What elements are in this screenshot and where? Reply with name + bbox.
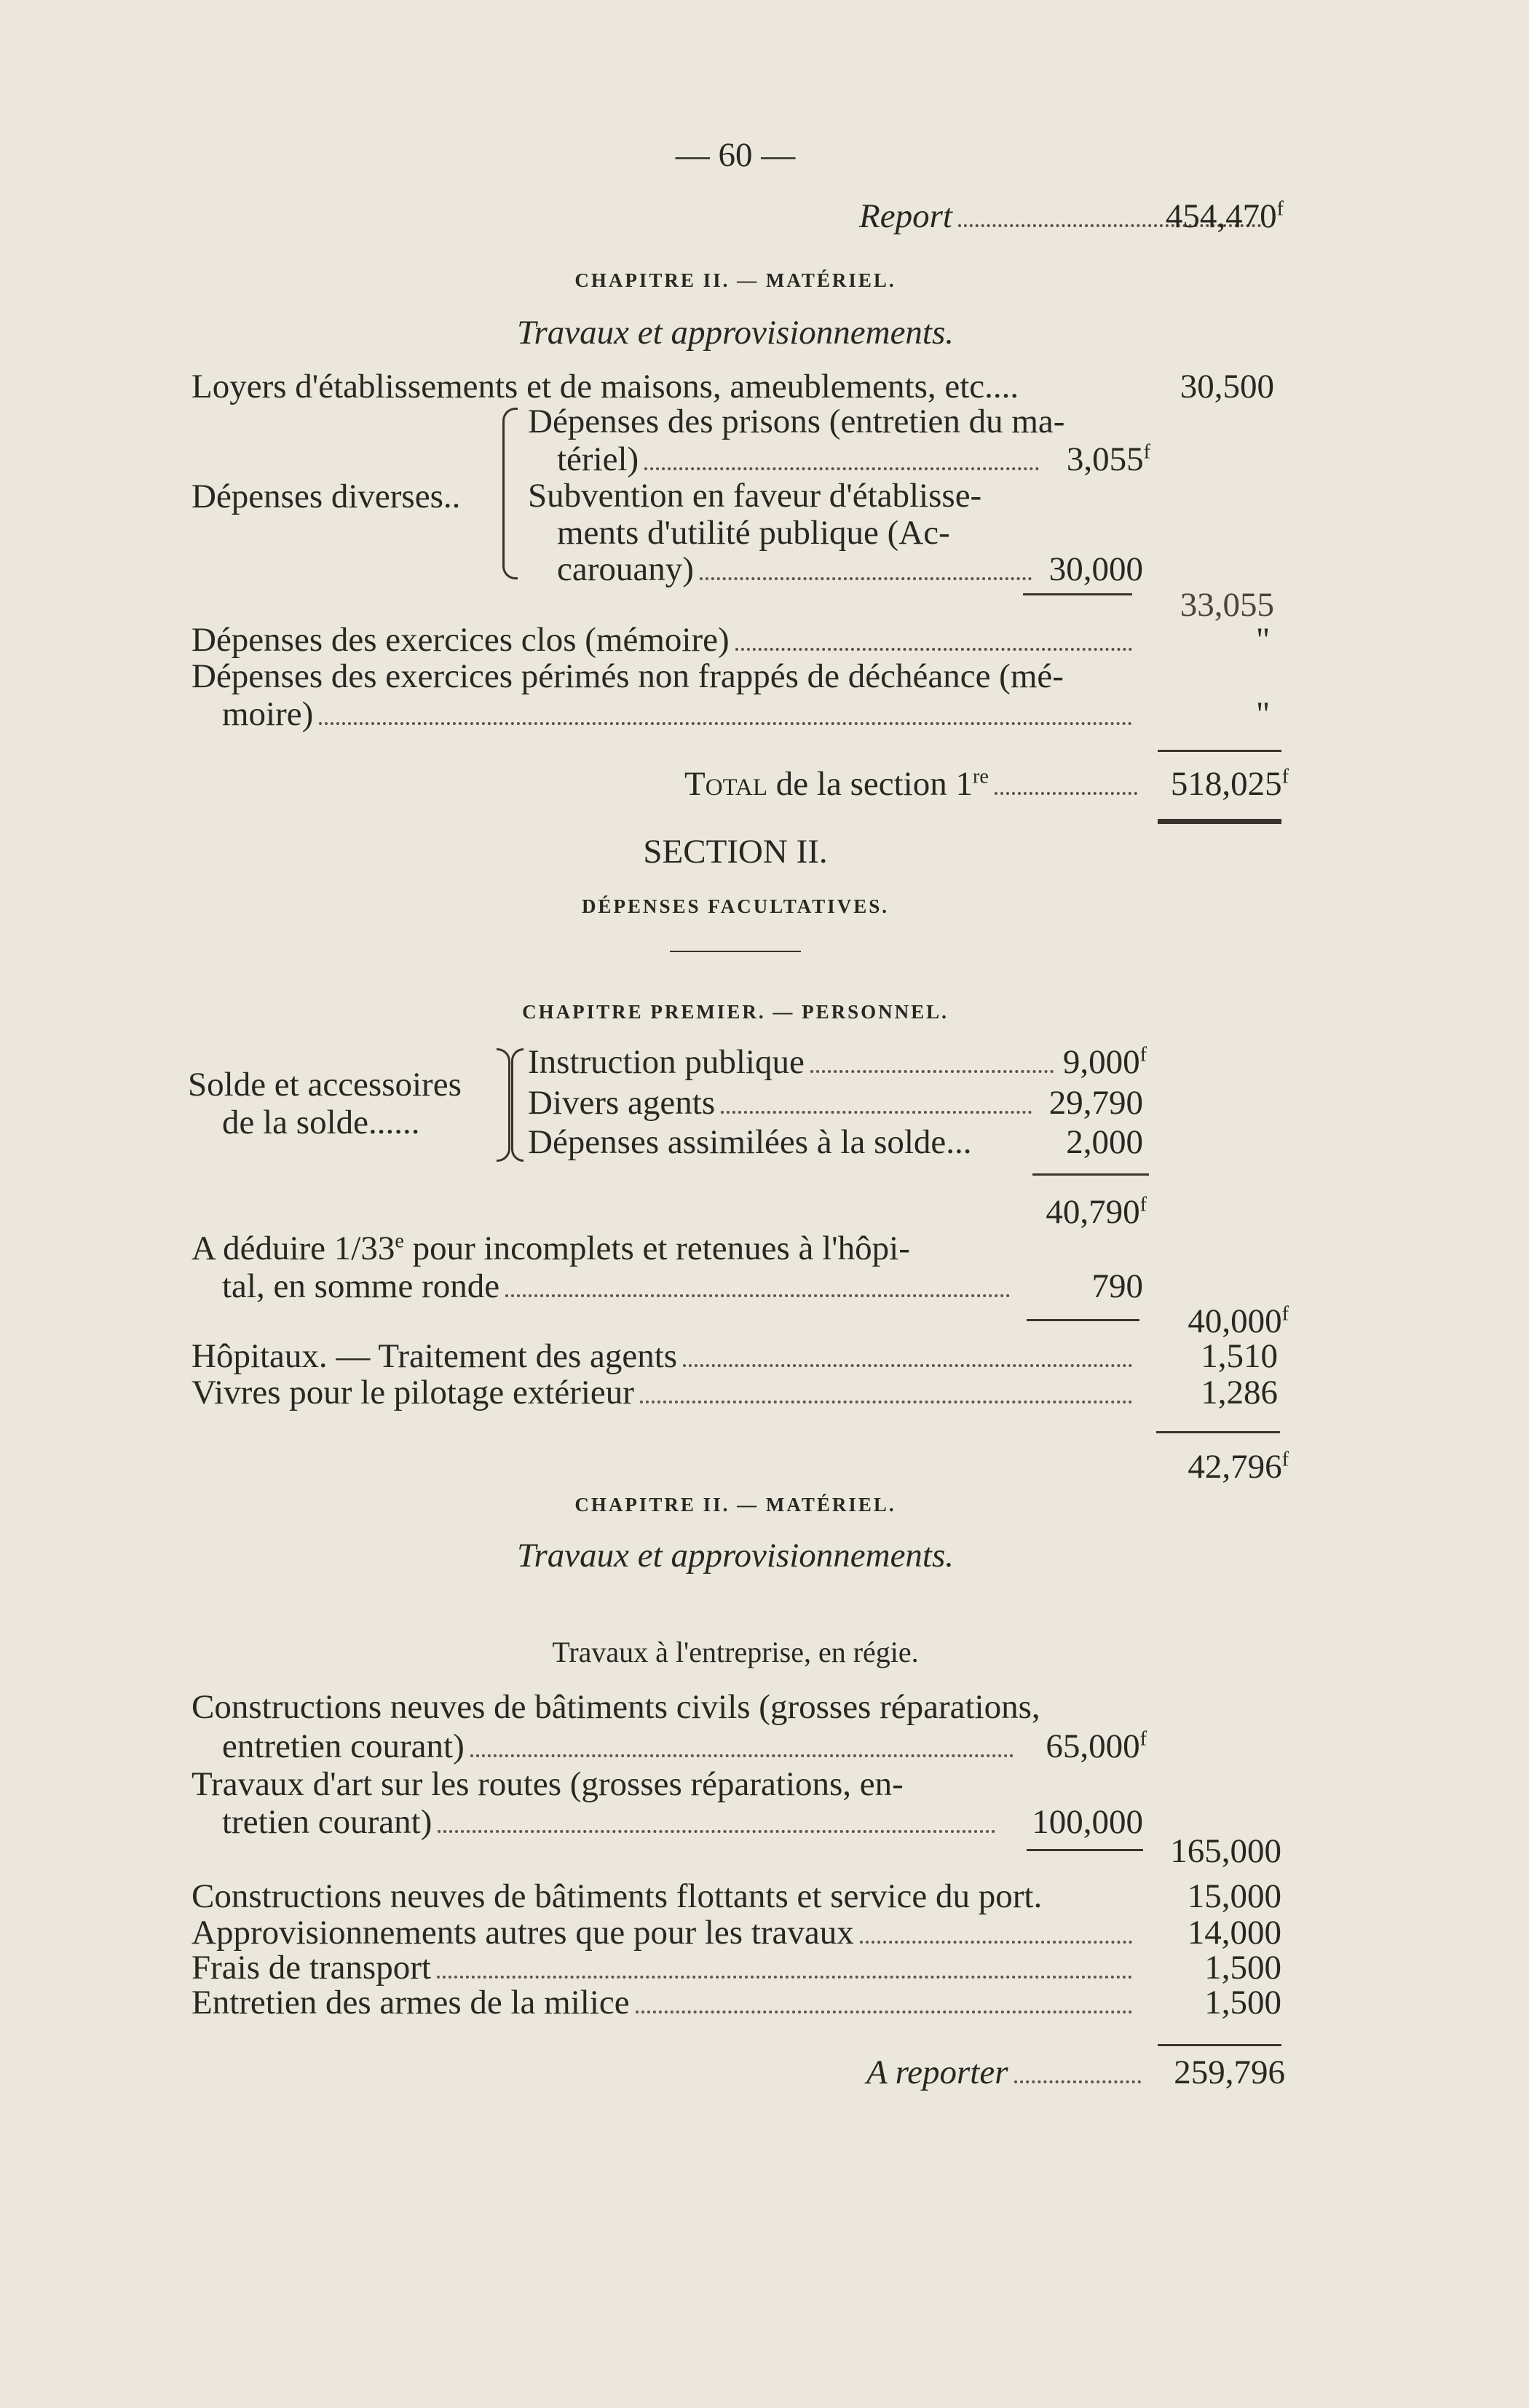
routes-line2: tretien courant) — [222, 1802, 1001, 1842]
dot-leader — [437, 1976, 1132, 1979]
divider — [670, 951, 801, 952]
sum-rule — [1158, 2044, 1281, 2046]
dot-leader — [636, 2011, 1132, 2013]
solde-label2: de la solde...... — [222, 1104, 420, 1141]
routes-amount: 100,000 — [1032, 1803, 1143, 1841]
chapter-title: CHAPITRE II. — MATÉRIEL. — [574, 269, 896, 291]
dot-leader — [810, 1070, 1054, 1073]
solde-amount-1: 9,000$^f$ — [1062, 1043, 1147, 1081]
chapter-subtitle: Travaux et approvisionnements. — [516, 314, 955, 352]
clos-line: Dépenses des exercices clos (mémoire) — [191, 620, 1138, 660]
section-title: SECTION II. — [643, 833, 828, 871]
vivres-amount: 1,286 — [1201, 1374, 1278, 1411]
brace — [502, 408, 518, 579]
hopitaux-line: Hôpitaux. — Traitement des agents — [191, 1336, 1138, 1376]
total-section-amount: 518,025$^f$ — [1170, 765, 1289, 803]
chapter-title: CHAPITRE PREMIER. — PERSONNEL. — [522, 1001, 949, 1023]
double-rule — [1158, 819, 1281, 824]
section-subtitle: DÉPENSES FACULTATIVES. — [581, 895, 890, 917]
total-section-line: Total de la section 1re — [684, 764, 1143, 804]
dot-leader — [700, 577, 1032, 580]
dot-leader — [505, 1294, 1010, 1297]
ch2b-subtotal: 165,000 — [1170, 1832, 1281, 1870]
loyers-amount: 30,500 — [1180, 368, 1274, 405]
sum-rule — [1032, 1173, 1149, 1176]
reporter-amount: 259,796 — [1174, 2053, 1285, 2091]
dot-leader — [735, 648, 1132, 651]
deduire-line1: A déduire 1/33e pour incomplets et retenues à l'hôpi- — [191, 1229, 910, 1267]
diverses-line5: carouany) — [557, 550, 1038, 589]
perimes-line2: moire) — [222, 694, 1138, 734]
diverses-amount2: 3,055$^f$ — [1066, 440, 1150, 478]
perimes-mark: " — [1256, 695, 1271, 733]
item-amount-3: 1,500 — [1204, 1949, 1281, 1987]
sum-rule — [1023, 593, 1132, 595]
deduire-net: 40,000$^f$ — [1188, 1302, 1289, 1340]
dot-leader — [683, 1364, 1132, 1367]
brace — [497, 1048, 510, 1162]
sum-rule — [1027, 1849, 1143, 1851]
item-line-1: Constructions neuves de bâtiments flottants et service du port. — [191, 1877, 1043, 1915]
chapter-sub-heading: Travaux à l'entreprise, en régie. — [552, 1636, 919, 1668]
solde-item-1: Instruction publique — [528, 1042, 1059, 1082]
dot-leader — [470, 1754, 1014, 1757]
routes-line1: Travaux d'art sur les routes (grosses réparations, en- — [191, 1765, 904, 1803]
clos-mark: " — [1256, 621, 1271, 659]
dot-leader — [438, 1830, 995, 1833]
deduire-amount: 790 — [1091, 1267, 1143, 1305]
vivres-line: Vivres pour le pilotage extérieur — [191, 1373, 1138, 1412]
sum-rule — [1027, 1319, 1139, 1321]
diverses-label: Dépenses diverses.. — [191, 478, 461, 515]
constr-amount: 65,000$^f$ — [1046, 1727, 1147, 1765]
diverses-line3: Subvention en faveur d'établisse- — [528, 477, 982, 515]
item-line-2: Approvisionnements autres que pour les travaux — [191, 1913, 1138, 1952]
diverses-line1: Dépenses des prisons (entretien du ma- — [528, 403, 1065, 440]
total-rule — [1158, 750, 1281, 752]
solde-item-3: Dépenses assimilées à la solde... — [528, 1123, 972, 1161]
loyers-label: Loyers d'établissements et de maisons, ameublements, etc.... — [191, 368, 1019, 405]
dot-leader — [721, 1111, 1032, 1114]
solde-subtotal: 40,790$^f$ — [1046, 1193, 1147, 1231]
item-amount-4: 1,500 — [1204, 1984, 1281, 2021]
dot-leader — [644, 467, 1039, 470]
report-amount: 454,470$^f$ — [1165, 197, 1284, 235]
chapter-subtitle: Travaux et approvisionnements. — [516, 1537, 955, 1575]
diverses-amount5: 30,000 — [1048, 550, 1143, 588]
constr-line1: Constructions neuves de bâtiments civils (grosses réparations, — [191, 1688, 1040, 1726]
dot-leader — [995, 792, 1137, 795]
dot-leader — [319, 722, 1132, 725]
dot-leader — [1014, 2080, 1141, 2083]
dot-leader — [860, 1941, 1132, 1944]
perimes-line1: Dépenses des exercices périmés non frappés de déchéance (mé- — [191, 657, 1064, 695]
sum-rule — [1156, 1431, 1280, 1433]
dot-leader — [640, 1401, 1132, 1403]
page-number: — 60 — — [675, 136, 796, 174]
brace — [511, 1048, 524, 1162]
solde-item-2: Divers agents — [528, 1083, 1038, 1122]
chapter-title: CHAPITRE II. — MATÉRIEL. — [574, 1494, 896, 1516]
deduire-line2: tal, en somme ronde — [222, 1267, 1016, 1306]
ch1-total: 42,796$^f$ — [1188, 1448, 1289, 1486]
constr-line2: entretien courant) — [222, 1727, 1019, 1766]
item-line-3: Frais de transport — [191, 1948, 1138, 1987]
solde-label1: Solde et accessoires — [188, 1066, 462, 1104]
solde-amount-3: 2,000 — [1066, 1123, 1143, 1161]
item-line-4: Entretien des armes de la milice — [191, 1983, 1138, 2022]
item-amount-2: 14,000 — [1187, 1914, 1281, 1952]
diverses-total: 33,055 — [1180, 586, 1274, 624]
diverses-line2: tériel) — [557, 440, 1045, 479]
diverses-line4: ments d'utilité publique (Ac- — [557, 514, 950, 552]
item-amount-1: 15,000 — [1187, 1877, 1281, 1915]
hopitaux-amount: 1,510 — [1201, 1337, 1278, 1375]
report-label: Report — [859, 197, 952, 235]
solde-amount-2: 29,790 — [1048, 1084, 1143, 1122]
reporter-line: A reporter — [866, 2053, 1147, 2092]
